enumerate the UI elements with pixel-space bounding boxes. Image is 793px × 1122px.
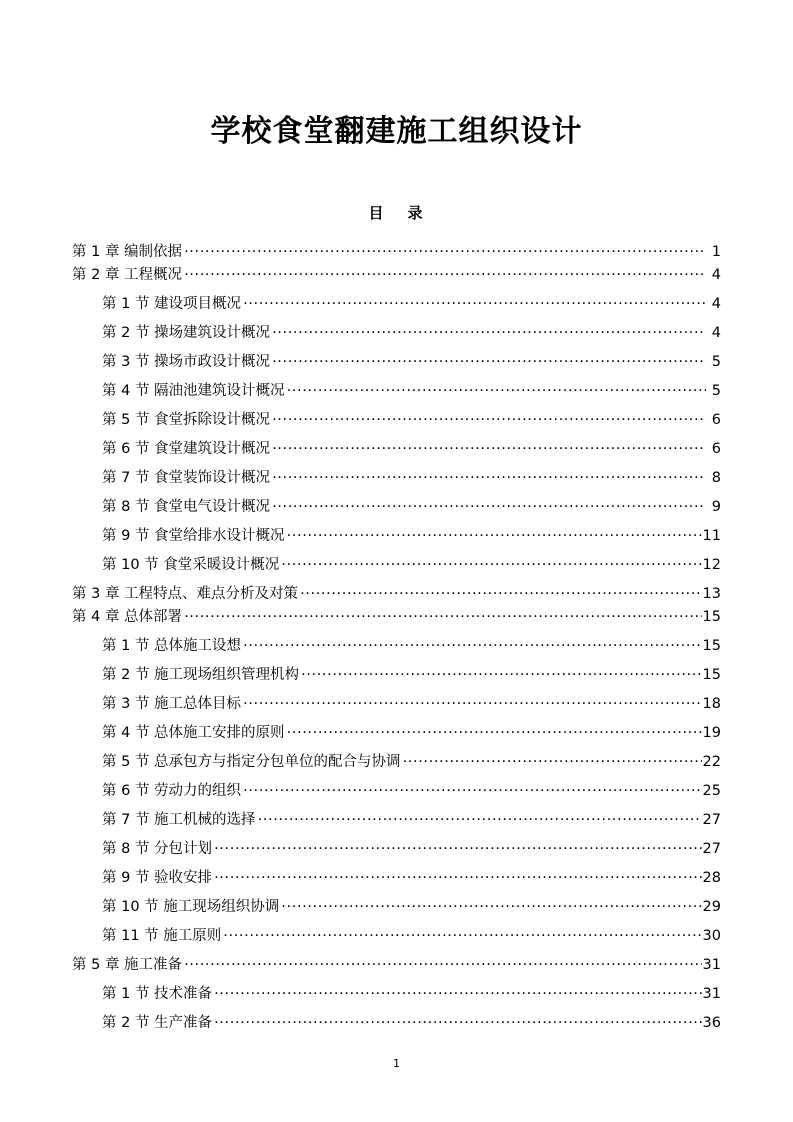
toc-entry-label: 第 5 节 食堂拆除设计概况 bbox=[102, 411, 271, 428]
toc-leader-dots bbox=[243, 780, 701, 795]
toc-entry-label: 第 5 节 总承包方与指定分包单位的配合与协调 bbox=[102, 753, 401, 770]
toc-leader-dots bbox=[272, 467, 706, 482]
toc-entry-page: 11 bbox=[702, 527, 721, 544]
toc-leader-dots bbox=[281, 554, 701, 569]
toc-entry-page: 28 bbox=[702, 869, 721, 886]
toc-heading-right: 录 bbox=[407, 204, 425, 222]
toc-leader-dots bbox=[272, 351, 706, 366]
toc-entry[interactable] bbox=[102, 664, 721, 682]
toc-entry-page: 6 bbox=[711, 440, 721, 457]
toc-entry-page: 27 bbox=[702, 840, 721, 857]
toc-leader-dots bbox=[281, 896, 701, 911]
toc-entry-label: 第 9 节 验收安排 bbox=[102, 869, 213, 886]
toc-leader-dots bbox=[272, 322, 706, 337]
toc-entry[interactable] bbox=[102, 925, 721, 943]
toc-entry[interactable] bbox=[102, 409, 721, 427]
toc-entry-label: 第 6 节 食堂建筑设计概况 bbox=[102, 440, 271, 457]
toc-entry-label: 第 9 节 食堂给排水设计概况 bbox=[102, 527, 285, 544]
toc-entry-page: 12 bbox=[702, 556, 721, 573]
toc-entry-page: 8 bbox=[711, 469, 721, 486]
toc-entry[interactable] bbox=[102, 751, 721, 769]
toc-entry[interactable] bbox=[102, 635, 721, 653]
toc-entry-page: 4 bbox=[711, 295, 721, 312]
toc-entry[interactable] bbox=[102, 554, 721, 572]
toc-entry-label: 第 4 章 总体部署 bbox=[72, 608, 183, 625]
toc-leader-dots bbox=[287, 380, 706, 395]
toc-entry[interactable] bbox=[72, 606, 721, 624]
toc-entry-page: 27 bbox=[702, 811, 721, 828]
toc-entry[interactable] bbox=[102, 693, 721, 711]
toc-entry-page: 25 bbox=[702, 782, 721, 799]
toc-leader-dots bbox=[214, 1012, 701, 1027]
toc-leader-dots bbox=[272, 438, 706, 453]
toc-leader-dots bbox=[184, 241, 706, 256]
toc-heading bbox=[72, 202, 721, 223]
toc-entry-page: 5 bbox=[711, 353, 721, 370]
toc-entry-page: 30 bbox=[702, 927, 721, 944]
toc-leader-dots bbox=[214, 983, 701, 998]
toc-entry-label: 第 8 节 分包计划 bbox=[102, 840, 213, 857]
toc-entry[interactable] bbox=[102, 438, 721, 456]
toc-entry[interactable] bbox=[102, 380, 721, 398]
toc-entry-page: 18 bbox=[702, 695, 721, 712]
toc-entry-label: 第 3 章 工程特点、难点分析及对策 bbox=[72, 585, 299, 602]
toc-entry-label: 第 1 节 总体施工设想 bbox=[102, 637, 242, 654]
toc-entry-page: 15 bbox=[702, 637, 721, 654]
toc-entry-label: 第 2 节 施工现场组织管理机构 bbox=[102, 666, 300, 683]
toc-entry-page: 31 bbox=[702, 956, 721, 973]
toc-leader-dots bbox=[223, 925, 701, 940]
toc-entry-label: 第 1 节 技术准备 bbox=[102, 985, 213, 1002]
page-title: 学校食堂翻建施工组织设计 bbox=[210, 114, 583, 149]
toc-entry-label: 第 4 节 隔油池建筑设计概况 bbox=[102, 382, 285, 399]
toc-entry-label: 第 2 章 工程概况 bbox=[72, 266, 183, 283]
toc-entry-page: 4 bbox=[711, 266, 721, 283]
toc-entry-label: 第 7 节 食堂装饰设计概况 bbox=[102, 469, 271, 486]
toc-leader-dots bbox=[272, 409, 706, 424]
toc-entry[interactable] bbox=[102, 496, 721, 514]
toc-entry-label: 第 1 章 编制依据 bbox=[72, 243, 183, 260]
toc-entry-page: 22 bbox=[702, 753, 721, 770]
toc-entry[interactable] bbox=[102, 322, 721, 340]
toc-entry[interactable] bbox=[102, 722, 721, 740]
toc-leader-dots bbox=[214, 867, 701, 882]
toc-entry-page: 4 bbox=[711, 324, 721, 341]
toc-leader-dots bbox=[287, 525, 702, 540]
toc-leader-dots bbox=[243, 635, 701, 650]
toc-entry[interactable] bbox=[102, 525, 721, 543]
toc-entry-label: 第 6 节 劳动力的组织 bbox=[102, 782, 242, 799]
toc-heading-left: 目 bbox=[368, 204, 386, 222]
toc-leader-dots bbox=[300, 583, 701, 598]
toc-entry-page: 13 bbox=[702, 585, 721, 602]
toc-entry[interactable] bbox=[72, 954, 721, 972]
toc-entry-page: 36 bbox=[702, 1014, 721, 1031]
toc-leader-dots bbox=[287, 722, 702, 737]
toc-entry[interactable] bbox=[102, 838, 721, 856]
toc-entry[interactable] bbox=[72, 241, 721, 259]
toc-entry-label: 第 1 节 建设项目概况 bbox=[102, 295, 242, 312]
toc-leader-dots bbox=[243, 693, 701, 708]
toc-entry[interactable] bbox=[102, 867, 721, 885]
toc-entry-label: 第 4 节 总体施工安排的原则 bbox=[102, 724, 285, 741]
toc-entry[interactable] bbox=[102, 896, 721, 914]
table-of-contents bbox=[72, 241, 721, 1030]
toc-entry-label: 第 3 节 施工总体目标 bbox=[102, 695, 242, 712]
toc-leader-dots bbox=[272, 496, 706, 511]
toc-entry-label: 第 3 节 操场市政设计概况 bbox=[102, 353, 271, 370]
toc-entry-page: 5 bbox=[711, 382, 721, 399]
toc-entry[interactable] bbox=[102, 467, 721, 485]
toc-entry-page: 19 bbox=[702, 724, 721, 741]
toc-leader-dots bbox=[301, 664, 701, 679]
toc-entry-label: 第 11 节 施工原则 bbox=[102, 927, 222, 944]
toc-leader-dots bbox=[258, 809, 702, 824]
toc-entry-label: 第 5 章 施工准备 bbox=[72, 956, 183, 973]
toc-entry[interactable] bbox=[102, 293, 721, 311]
toc-leader-dots bbox=[184, 606, 701, 621]
toc-leader-dots bbox=[184, 954, 701, 969]
toc-entry-label: 第 8 节 食堂电气设计概况 bbox=[102, 498, 271, 515]
toc-entry[interactable] bbox=[102, 780, 721, 798]
page-number: 1 bbox=[393, 1057, 400, 1070]
toc-entry-page: 1 bbox=[711, 243, 721, 260]
toc-entry[interactable] bbox=[72, 583, 721, 601]
toc-leader-dots bbox=[214, 838, 701, 853]
toc-leader-dots bbox=[184, 264, 706, 279]
toc-leader-dots bbox=[243, 293, 706, 308]
toc-leader-dots bbox=[403, 751, 702, 766]
toc-entry-page: 6 bbox=[711, 411, 721, 428]
toc-entry-page: 29 bbox=[702, 898, 721, 915]
toc-entry[interactable] bbox=[102, 351, 721, 369]
toc-entry-label: 第 2 节 生产准备 bbox=[102, 1014, 213, 1031]
toc-entry-label: 第 2 节 操场建筑设计概况 bbox=[102, 324, 271, 341]
toc-entry-page: 9 bbox=[711, 498, 721, 515]
toc-entry[interactable] bbox=[102, 1012, 721, 1030]
toc-entry-label: 第 7 节 施工机械的选择 bbox=[102, 811, 256, 828]
toc-entry[interactable] bbox=[102, 983, 721, 1001]
toc-entry-page: 31 bbox=[702, 985, 721, 1002]
toc-entry-page: 15 bbox=[702, 666, 721, 683]
toc-entry-label: 第 10 节 施工现场组织协调 bbox=[102, 898, 280, 915]
toc-entry[interactable] bbox=[72, 264, 721, 282]
toc-entry-label: 第 10 节 食堂采暖设计概况 bbox=[102, 556, 280, 573]
toc-entry-page: 15 bbox=[702, 608, 721, 625]
toc-entry[interactable] bbox=[102, 809, 721, 827]
